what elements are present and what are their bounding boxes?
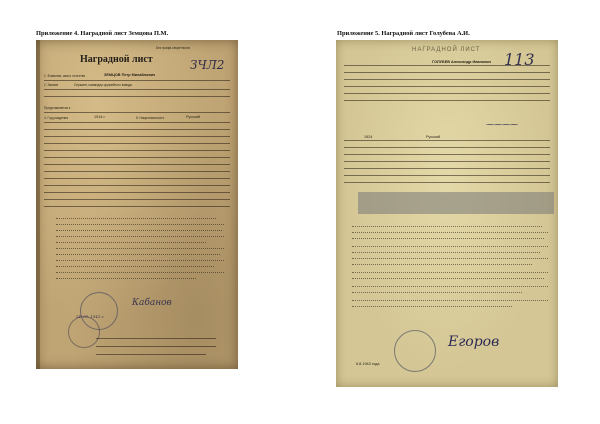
divider (96, 346, 216, 347)
narrative-text (352, 224, 548, 320)
award-sheet-zemtsov (36, 40, 238, 369)
divider (44, 164, 230, 165)
divider (344, 168, 550, 169)
divider (96, 354, 206, 355)
divider (96, 338, 216, 339)
divider (44, 129, 230, 130)
caption-left: Приложение 4. Наградной лист Земцова П.М. (36, 30, 169, 37)
handwritten-note: ⁓⁓⁓⁓ (486, 120, 518, 129)
divider (344, 65, 550, 66)
divider (44, 80, 230, 81)
field5-value: Русский (186, 115, 201, 119)
field4-value: 1924 (364, 135, 373, 139)
divider (344, 100, 550, 101)
field-label: 5. Национальность (136, 116, 165, 120)
divider (44, 157, 230, 158)
round-stamp (394, 330, 436, 372)
divider (344, 175, 550, 176)
divider (44, 192, 230, 193)
commander-signature: Кабанов (132, 298, 172, 308)
commander-signature: Егоров (448, 334, 500, 350)
edge-shadow (36, 40, 40, 369)
field-label: 2. Звание (44, 83, 59, 87)
divider (344, 161, 550, 162)
divider (44, 143, 230, 144)
field-label: Представляется к (44, 106, 71, 110)
form-note: Без грифа секретности (156, 46, 191, 50)
divider (344, 147, 550, 148)
sheet-header: НАГРАДНОЙ ЛИСТ (412, 47, 481, 53)
sheet-date: 6.8.1943 года (356, 362, 380, 366)
divider (344, 72, 550, 73)
divider (44, 171, 230, 172)
handwritten-number: ЗЧЛ2 (190, 58, 225, 72)
divider (344, 79, 550, 80)
divider (44, 199, 230, 200)
round-stamp-2 (68, 316, 100, 348)
redacted-section (358, 192, 554, 214)
divider (344, 140, 550, 141)
handwritten-number: 113 (504, 50, 535, 69)
divider (44, 136, 230, 137)
field4-value: 1914 г. (94, 115, 106, 119)
divider (44, 122, 230, 123)
divider (44, 206, 230, 207)
divider (44, 150, 230, 151)
divider (344, 182, 550, 183)
divider (344, 86, 550, 87)
field5-value: Русский (426, 135, 441, 139)
field-label: 1. Фамилия, имя и отчество (44, 74, 86, 78)
field2-value: Сержант, командир оружейного взвода (74, 83, 132, 87)
divider (44, 96, 230, 97)
divider (44, 89, 230, 90)
sheet-date: 24 .03. 1943 г. (76, 314, 105, 319)
sheet-header: Наградной лист (80, 54, 153, 65)
divider (44, 185, 230, 186)
divider (44, 178, 230, 179)
narrative-text (56, 216, 224, 288)
field-label: 4. Год рождения (44, 116, 69, 120)
divider (344, 154, 550, 155)
caption-right: Приложение 5. Наградной лист Голубева А.И. (337, 30, 470, 37)
field1-value: ЗЕМЦОВ Петр Михайлович (104, 73, 156, 77)
divider (44, 112, 230, 113)
award-sheet-golubev (336, 40, 558, 387)
divider (344, 93, 550, 94)
field1-value: ГОЛУБЕВ Александр Иванович (432, 60, 492, 64)
